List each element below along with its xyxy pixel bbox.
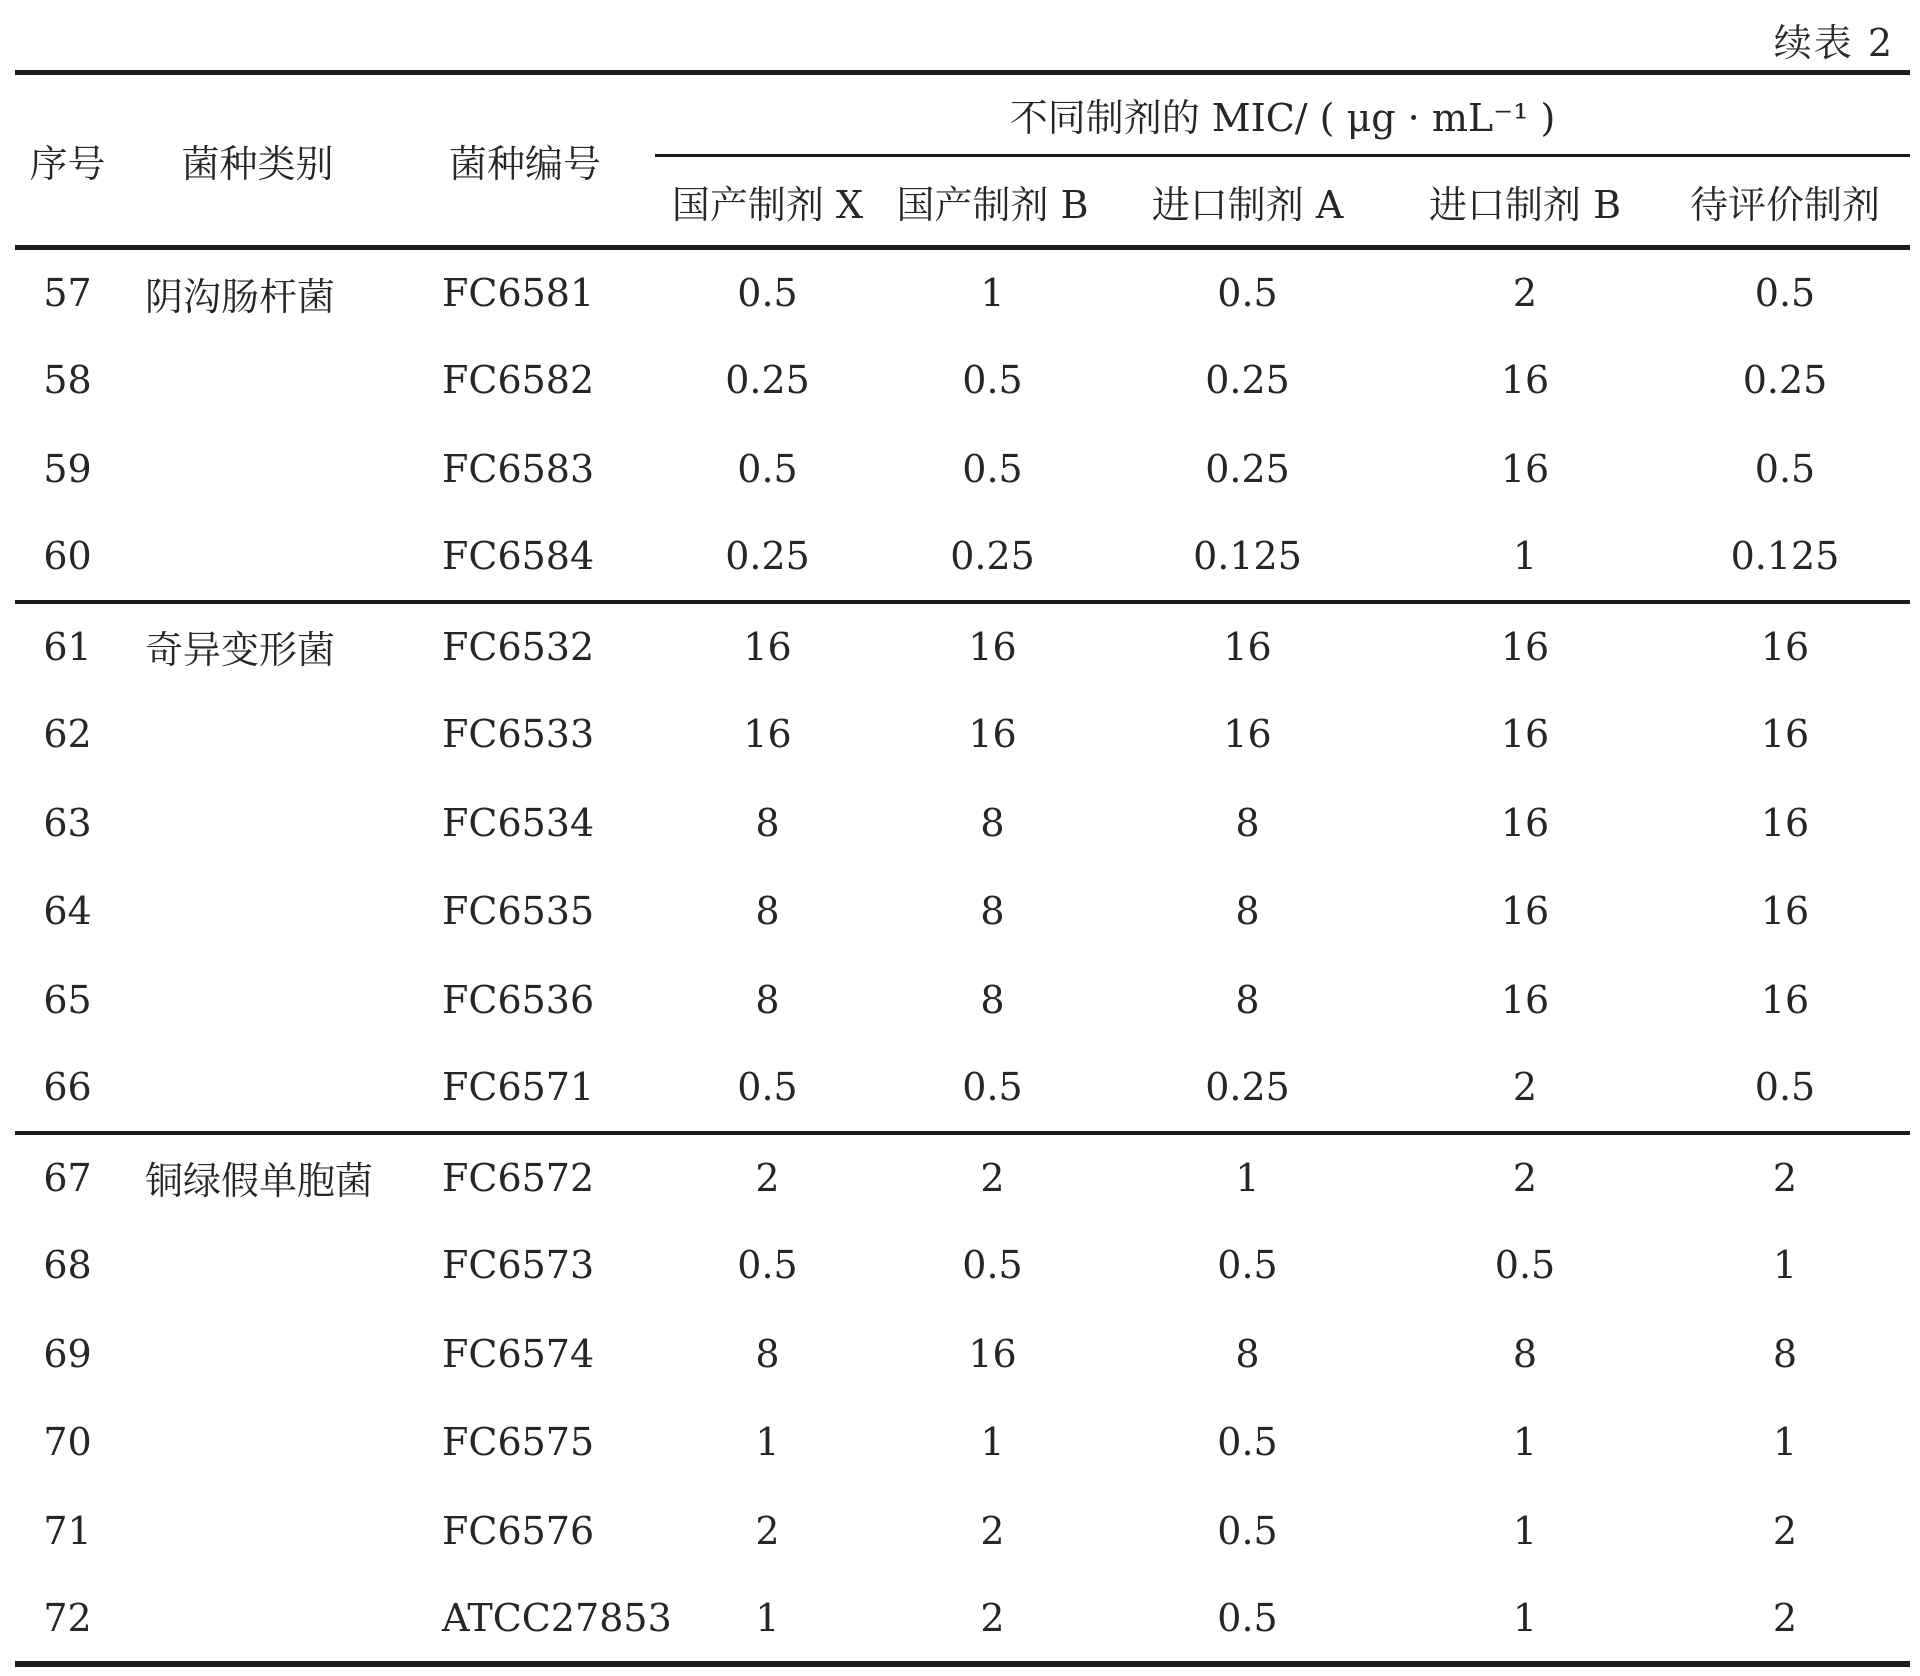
cell-mic-2: 8 <box>1235 800 1260 845</box>
cell-mic-0: 0.5 <box>737 1243 798 1288</box>
cell-mic-2: 0.5 <box>1217 1420 1278 1465</box>
cell-strain: FC6572 <box>395 1133 655 1222</box>
cell-mic-4: 16 <box>1760 889 1810 934</box>
cell-mic-0: 8 <box>755 800 780 845</box>
col-header-strain: 菌种编号 <box>448 141 601 186</box>
cell-mic-3: 2 <box>1390 1133 1660 1222</box>
cell-mic-4: 1 <box>1772 1420 1798 1465</box>
cell-mic-3: 8 <box>1512 1331 1538 1376</box>
cell-mic-4: 8 <box>1772 1331 1798 1376</box>
table-row <box>15 248 1910 337</box>
cell-strain: FC6571 <box>442 1065 595 1110</box>
cell-mic-0: 16 <box>655 602 880 691</box>
cell-mic-0: 2 <box>655 1133 880 1222</box>
cell-no: 71 <box>43 1508 92 1553</box>
cell-no: 66 <box>43 1065 92 1110</box>
table-row <box>15 513 1910 602</box>
cell-mic-3: 16 <box>1500 358 1550 403</box>
cell-mic-3: 2 <box>1512 1065 1538 1110</box>
cell-strain: FC6584 <box>442 534 595 579</box>
cell-species <box>120 1310 395 1399</box>
cell-mic-0: 16 <box>743 712 792 757</box>
col-header-mic-domestic-x: 国产制剂 X <box>671 182 864 227</box>
table-row <box>15 425 1910 514</box>
cell-mic-1: 1 <box>880 248 1105 337</box>
cell-mic-1: 0.5 <box>962 358 1023 403</box>
cell-strain: FC6582 <box>442 358 595 403</box>
cell-mic-3: 1 <box>1512 534 1538 579</box>
cell-species <box>120 867 395 956</box>
cell-mic-2: 0.25 <box>1205 446 1290 491</box>
mic-table <box>15 70 1910 1667</box>
cell-no: 69 <box>43 1331 92 1376</box>
cell-mic-0: 0.25 <box>725 358 810 403</box>
cell-no: 65 <box>43 977 92 1022</box>
table-row <box>15 779 1910 868</box>
cell-mic-3: 16 <box>1500 712 1550 757</box>
cell-species: 阴沟肠杆菌 <box>120 248 395 337</box>
cell-mic-4: 16 <box>1760 800 1810 845</box>
table-body <box>15 248 1910 1664</box>
cell-species <box>120 1398 395 1487</box>
cell-mic-1: 2 <box>880 1133 1105 1222</box>
cell-mic-1: 8 <box>980 889 1005 934</box>
cell-strain: FC6575 <box>442 1420 595 1465</box>
cell-mic-4: 2 <box>1772 1595 1798 1640</box>
cell-species: 铜绿假单胞菌 <box>120 1133 395 1222</box>
cell-mic-4: 2 <box>1660 1133 1910 1222</box>
table-row <box>15 867 1910 956</box>
col-header-mic-imported-a: 进口制剂 A <box>1151 182 1344 227</box>
continued-table-label: 续表 2 <box>1773 21 1894 65</box>
cell-mic-4: 2 <box>1772 1508 1798 1553</box>
cell-species <box>120 1044 395 1133</box>
cell-mic-0: 8 <box>755 889 780 934</box>
cell-no: 62 <box>43 712 92 757</box>
cell-mic-3: 16 <box>1500 889 1550 934</box>
cell-mic-2: 0.25 <box>1205 1065 1290 1110</box>
col-header-mic-evaluated: 待评价制剂 <box>1690 182 1881 227</box>
cell-mic-2: 8 <box>1235 889 1260 934</box>
cell-mic-0: 0.25 <box>725 534 810 579</box>
cell-mic-1: 16 <box>880 602 1105 691</box>
cell-mic-4: 0.5 <box>1754 446 1816 491</box>
cell-mic-2: 8 <box>1235 1331 1260 1376</box>
table-row <box>15 1487 1910 1576</box>
cell-mic-3: 16 <box>1500 446 1550 491</box>
cell-mic-1: 2 <box>980 1508 1005 1553</box>
cell-mic-4: 0.5 <box>1754 1065 1816 1110</box>
table-row <box>15 1575 1910 1664</box>
cell-species <box>120 1487 395 1576</box>
cell-strain: FC6581 <box>395 248 655 337</box>
cell-mic-4: 0.25 <box>1742 358 1828 403</box>
cell-mic-1: 16 <box>968 1331 1017 1376</box>
cell-mic-1: 0.5 <box>962 1243 1023 1288</box>
cell-no: 67 <box>15 1133 120 1222</box>
cell-mic-3: 1 <box>1512 1508 1538 1553</box>
col-header-mic-imported-b: 进口制剂 B <box>1428 182 1621 227</box>
cell-mic-2: 0.5 <box>1217 1243 1278 1288</box>
table-row <box>15 602 1910 691</box>
col-header-species: 菌种类别 <box>181 141 334 186</box>
cell-mic-3: 1 <box>1512 1420 1538 1465</box>
cell-mic-2: 8 <box>1235 977 1260 1022</box>
cell-species <box>120 425 395 514</box>
cell-strain: FC6532 <box>395 602 655 691</box>
cell-mic-2: 0.5 <box>1217 1595 1278 1640</box>
cell-mic-1: 2 <box>980 1595 1005 1640</box>
cell-mic-3: 2 <box>1390 248 1660 337</box>
cell-species <box>120 779 395 868</box>
cell-no: 72 <box>43 1595 92 1640</box>
table-header <box>15 73 1910 248</box>
cell-mic-0: 8 <box>755 1331 780 1376</box>
cell-species <box>120 336 395 425</box>
cell-mic-2: 16 <box>1223 712 1272 757</box>
cell-mic-4: 1 <box>1772 1243 1798 1288</box>
header-row-1 <box>15 73 1910 156</box>
cell-mic-1: 16 <box>968 712 1017 757</box>
cell-mic-3: 0.5 <box>1494 1243 1556 1288</box>
cell-species <box>120 513 395 602</box>
cell-mic-3: 16 <box>1500 977 1550 1022</box>
cell-mic-2: 16 <box>1105 602 1390 691</box>
cell-no: 57 <box>15 248 120 337</box>
cell-strain: FC6533 <box>442 712 595 757</box>
col-header-mic-group: 不同制剂的 MIC/ ( μg · mL⁻¹ ) <box>655 73 1910 156</box>
cell-strain: FC6583 <box>442 446 595 491</box>
table-row <box>15 336 1910 425</box>
cell-mic-0: 1 <box>755 1595 780 1640</box>
cell-strain: FC6534 <box>442 800 595 845</box>
cell-mic-4: 16 <box>1760 977 1810 1022</box>
cell-strain: ATCC27853 <box>442 1595 672 1640</box>
cell-mic-2: 0.5 <box>1105 248 1390 337</box>
cell-species <box>120 1575 395 1664</box>
cell-no: 59 <box>43 446 92 491</box>
cell-mic-2: 0.25 <box>1205 358 1290 403</box>
table-row <box>15 956 1910 1045</box>
table-row <box>15 1221 1910 1310</box>
cell-mic-0: 0.5 <box>737 1065 798 1110</box>
cell-species <box>120 690 395 779</box>
cell-no: 61 <box>15 602 120 691</box>
cell-no: 64 <box>43 889 92 934</box>
cell-mic-0: 2 <box>755 1508 780 1553</box>
cell-no: 63 <box>43 800 92 845</box>
cell-strain: FC6576 <box>442 1508 595 1553</box>
cell-mic-2: 1 <box>1105 1133 1390 1222</box>
table-row <box>15 1310 1910 1399</box>
cell-strain: FC6535 <box>442 889 595 934</box>
table-row <box>15 1044 1910 1133</box>
cell-mic-3: 1 <box>1512 1595 1538 1640</box>
cell-mic-1: 8 <box>980 800 1005 845</box>
cell-mic-0: 8 <box>755 977 780 1022</box>
cell-species <box>120 1221 395 1310</box>
cell-mic-3: 16 <box>1500 800 1550 845</box>
table-row <box>15 690 1910 779</box>
cell-mic-1: 0.5 <box>962 446 1023 491</box>
cell-species: 奇异变形菌 <box>120 602 395 691</box>
cell-mic-1: 1 <box>980 1420 1005 1465</box>
cell-mic-0: 0.5 <box>737 446 798 491</box>
cell-mic-1: 0.5 <box>962 1065 1023 1110</box>
table-row <box>15 1398 1910 1487</box>
cell-no: 68 <box>43 1243 92 1288</box>
cell-species <box>120 956 395 1045</box>
cell-strain: FC6573 <box>442 1243 595 1288</box>
cell-no: 58 <box>43 358 92 403</box>
cell-no: 70 <box>43 1420 92 1465</box>
cell-mic-4: 16 <box>1760 712 1810 757</box>
cell-mic-4: 0.5 <box>1660 248 1910 337</box>
col-header-no: 序号 <box>29 141 106 186</box>
cell-mic-2: 0.5 <box>1217 1508 1278 1553</box>
cell-mic-0: 0.5 <box>655 248 880 337</box>
cell-mic-3: 16 <box>1390 602 1660 691</box>
cell-mic-4: 0.125 <box>1730 534 1840 579</box>
cell-mic-2: 0.125 <box>1193 534 1302 579</box>
cell-strain: FC6536 <box>442 977 595 1022</box>
table-row <box>15 1133 1910 1222</box>
cell-mic-0: 1 <box>755 1420 780 1465</box>
col-header-mic-domestic-b: 国产制剂 B <box>896 182 1089 227</box>
cell-mic-4: 16 <box>1660 602 1910 691</box>
cell-no: 60 <box>43 534 92 579</box>
cell-mic-1: 0.25 <box>950 534 1035 579</box>
cell-strain: FC6574 <box>442 1331 595 1376</box>
cell-mic-1: 8 <box>980 977 1005 1022</box>
